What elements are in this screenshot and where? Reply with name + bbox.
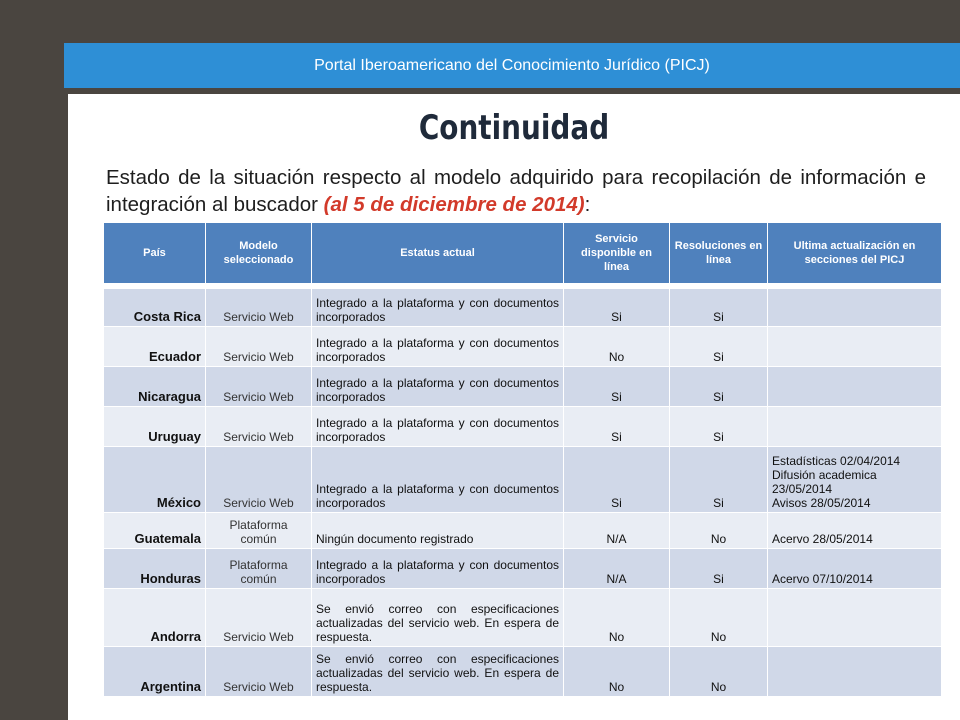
country-cell: Argentina	[104, 647, 206, 697]
service-cell: No	[564, 327, 670, 367]
service-cell: N/A	[564, 513, 670, 549]
status-cell: Integrado a la plataforma y con documentos incorporados	[312, 327, 564, 367]
country-cell: Nicaragua	[104, 367, 206, 407]
service-cell: No	[564, 647, 670, 697]
table-row	[104, 407, 942, 447]
status-cell: Ningún documento registrado	[312, 513, 564, 549]
model-cell: Servicio Web	[206, 647, 312, 697]
resolutions-cell: Si	[670, 367, 768, 407]
table-row	[104, 647, 942, 697]
update-cell	[768, 589, 942, 647]
header-model: Modelo seleccionado	[206, 223, 312, 284]
status-cell: Se envió correo con especificaciones actualizadas del servicio web. En espera de respuesta.	[312, 647, 564, 697]
banner-text: Portal Iberoamericano del Conocimiento Jurídico (PICJ)	[314, 56, 710, 74]
model-cell: Servicio Web	[206, 407, 312, 447]
table-row	[104, 589, 942, 647]
model-cell: Plataforma común	[206, 549, 312, 589]
update-cell	[768, 327, 942, 367]
model-cell: Servicio Web	[206, 447, 312, 513]
status-table	[103, 222, 942, 697]
service-cell: Si	[564, 447, 670, 513]
country-cell: México	[104, 447, 206, 513]
resolutions-cell: No	[670, 589, 768, 647]
table-row	[104, 367, 942, 407]
update-cell: Estadísticas 02/04/2014 Difusión academica 23/05/2014 Avisos 28/05/2014	[768, 447, 942, 513]
resolutions-cell: Si	[670, 407, 768, 447]
slide-title: Continuidad	[418, 108, 610, 148]
intro-text: Estado de la situación respecto al modelo adquirido para recopilación de información e integración al buscador	[106, 166, 926, 216]
service-cell: Si	[564, 289, 670, 327]
country-cell: Costa Rica	[104, 289, 206, 327]
update-cell: Acervo 07/10/2014	[768, 549, 942, 589]
table-row	[104, 513, 942, 549]
intro-end: :	[584, 193, 591, 216]
service-cell: N/A	[564, 549, 670, 589]
country-cell: Guatemala	[104, 513, 206, 549]
header-update: Ultima actualización en secciones del PICJ	[768, 223, 942, 284]
status-cell: Integrado a la plataforma y con documentos incorporados	[312, 447, 564, 513]
country-cell: Uruguay	[104, 407, 206, 447]
model-cell: Servicio Web	[206, 327, 312, 367]
update-cell	[768, 647, 942, 697]
country-cell: Honduras	[104, 549, 206, 589]
header-resolutions: Resoluciones en línea	[670, 223, 768, 284]
service-cell: Si	[564, 407, 670, 447]
header-status: Estatus actual	[312, 223, 564, 284]
country-cell: Ecuador	[104, 327, 206, 367]
resolutions-cell: Si	[670, 327, 768, 367]
intro-date-highlight: (al 5 de diciembre de 2014)	[323, 193, 585, 216]
resolutions-cell: Si	[670, 549, 768, 589]
model-cell: Servicio Web	[206, 367, 312, 407]
update-cell	[768, 407, 942, 447]
update-cell	[768, 289, 942, 327]
status-cell: Se envió correo con especificaciones actualizadas del servicio web. En espera de respuesta.	[312, 589, 564, 647]
table-row	[104, 447, 942, 513]
status-cell: Integrado a la plataforma y con documentos incorporados	[312, 367, 564, 407]
resolutions-cell: No	[670, 647, 768, 697]
resolutions-cell: Si	[670, 289, 768, 327]
service-cell: Si	[564, 367, 670, 407]
table-row	[104, 327, 942, 367]
model-cell: Plataforma común	[206, 513, 312, 549]
portal-banner	[64, 43, 960, 88]
resolutions-cell: Si	[670, 447, 768, 513]
intro-paragraph	[106, 164, 926, 218]
table-header-row	[104, 223, 942, 284]
update-cell	[768, 367, 942, 407]
header-country: País	[104, 223, 206, 284]
model-cell: Servicio Web	[206, 589, 312, 647]
table-row	[104, 289, 942, 327]
resolutions-cell: No	[670, 513, 768, 549]
table-row	[104, 549, 942, 589]
status-cell: Integrado a la plataforma y con documentos incorporados	[312, 407, 564, 447]
header-service: Servicio disponible en línea	[564, 223, 670, 284]
service-cell: No	[564, 589, 670, 647]
country-cell: Andorra	[104, 589, 206, 647]
model-cell: Servicio Web	[206, 289, 312, 327]
update-cell: Acervo 28/05/2014	[768, 513, 942, 549]
status-cell: Integrado a la plataforma y con documentos incorporados	[312, 549, 564, 589]
status-cell: Integrado a la plataforma y con documentos incorporados	[312, 289, 564, 327]
